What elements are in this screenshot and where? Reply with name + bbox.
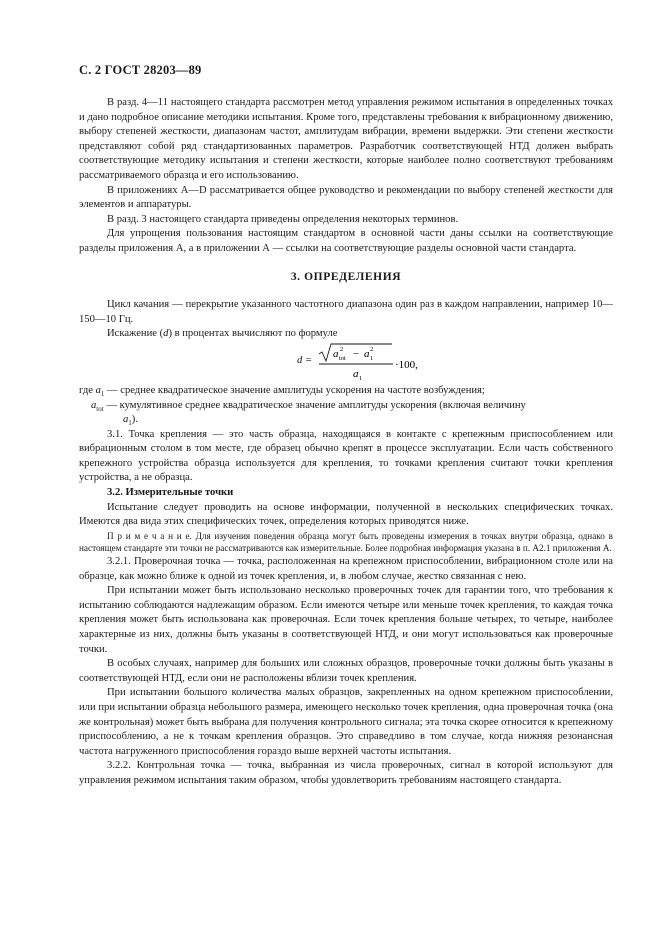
intro-paragraph-1: В разд. 4—11 настоящего стандарта рассмотрен метод управления режимом испытания в определенных точках и дано подробное описание методики испытания. Кроме того, представлены требования к вибрационному движению, выбору степеней жесткости, диапазонам частот, амплитудам вибрации, времени выдержки. Эти степени жесткости представляют собой ряд стандартизованных параметров. Разработчик соответствующей НТД должен выбрать соответствующие методику испытания и степени жесткости, которые наиболее полно соответствуют требованиям рассматриваемого образца и его использованию. [79,97,613,181]
num-a: a [333,347,339,360]
clause-3-2-1-para-1: 3.2.1. Проверочная точка — точка, расположенная на крепежном приспособлении, вибрационном столе или на образце, как можно ближе к одной из точек крепления, и, в любом случае, жестко связанная с нею. [79,556,613,582]
note: П р и м е ч а н и е. Для изучения поведения образца могут быть проведены измерения в точках внутри образца, однако в настоящем стандарте эти точки не рассматриваются как измерительные. Более подробная информация указана в п. А2.1 приложения А. [79,530,613,554]
intro-paragraph-3: В разд. 3 настоящего стандарта приведены определения некоторых терминов. [107,213,459,225]
section-title: 3. ОПРЕДЕЛЕНИЯ [290,270,402,283]
clause-3-2-text: Испытание следует проводить на основе информации, полученной в нескольких специфических точках. Имеются два вида этих специфических точек, определения которых приводятся ниже. [79,501,613,528]
clause-3-2-1-para-4: При испытании большого количества малых образцов, закрепленных на одном крепежном приспособлении, или при испытании образца небольшого размера, имеющего несколько точек крепления, одна проверочная точка (она же контрольная) может быть выбрана для получения контрольного сигнала; эта точка скорее относится к крепежному приспособлению, а не к точкам крепления образцов. Это справедливо в том случае, когда нижняя резонансная частота нагруженного приспособления гораздо выше верхней частоты испытания. [79,687,613,757]
clause-3-2-1-para-3: В особых случаях, например для больших или сложных образцов, проверочные точки должны быть указаны в соответствующей НТД, если они не расположены вблизи точек крепления. [79,658,613,684]
num-sup-2: 2 [370,345,374,353]
cycle-definition: Цикл качания — перекрытие указанного частотного диапазона один раз в каждом направлении, например 10—150—10 Гц. [79,299,613,325]
distortion-intro: Искажение (d) в процентах вычисляют по формуле [107,328,338,340]
num-sub-1: 1 [370,354,374,362]
num-b: a [364,347,370,360]
num-minus: − [353,347,360,360]
intro-paragraph-4: Для упрощения пользования настоящим стандартом в основной части даны ссылки на соответствующие разделы приложения А, а в приложении А — ссылки на соответствующие разделы основной части стандарта. [79,228,613,254]
num-sup-1: 2 [340,345,344,353]
den-a: a [353,367,359,380]
clause-3-2-2: 3.2.2. Контрольная точка — точка, выбранная из числа проверочных, сигнал в которой используют для управления режимом испытания таким образом, чтобы удовлетворить требованиям настоящего стандарта. [79,760,613,786]
clause-3-1: 3.1. Точка крепления — это часть образца, находящаяся в контакте с крепежным приспособлением или вибрационным столом в том месте, где образец обычно крепят в процессе эксплуатации. Если часть собственного крепежного устройства образца используется для крепления, то точками крепления считают точки крепления устройства, а не образца. [79,428,613,484]
formula-lhs: d = [297,354,313,366]
num-sub-tot: tot [339,354,346,362]
page-header: С. 2 ГОСТ 28203—89 [79,63,202,77]
document-body [79,96,613,789]
distortion-formula [79,342,613,384]
where-a1: где $a_1$ — среднее квадратическое значение амплитуды ускорения на частоте возбуждения; [79,384,485,399]
clause-3-2-heading: 3.2. Измерительные точки [107,487,234,499]
where-atot: $a_{tot}$ — кумулятивное среднее квадратическое значение амплитуды ускорения (включая величину $a_1$). [91,399,526,428]
den-sub: 1 [359,374,363,382]
clause-3-2-1-para-2: При испытании может быть использовано несколько проверочных точек для гарантии того, что требования к испытанию соблюдаются надлежащим образом. Если имеются четыре или меньше точек крепления, то каждая точка крепления может быть использована как проверочная. Если точек крепления больше четырех, то четыре, наиболее характерные из них, должны быть указаны в соответствующей НТД, и они могут использоваться как проверочные точки. [79,585,613,655]
formula-tail: ·100, [395,358,418,371]
intro-paragraph-2: В приложениях А—D рассматривается общее руководство и рекомендации по выбору степеней жесткости для элементов и аппаратуры. [79,184,613,211]
formula-graphic [317,342,457,384]
